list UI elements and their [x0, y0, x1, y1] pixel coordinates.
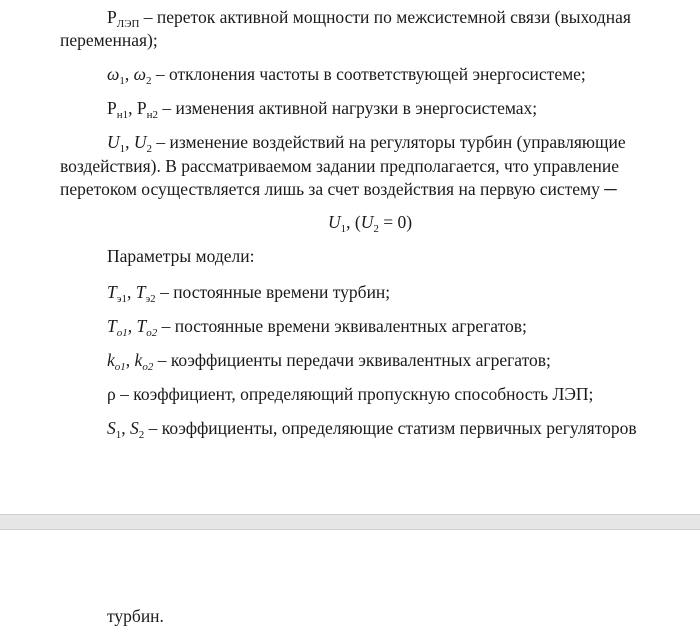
- subscript: н1: [116, 109, 129, 121]
- symbol-s: S: [107, 418, 116, 438]
- paragraph-text: – коэффициенты, определяющие статизм первичных регуляторов: [144, 418, 637, 438]
- symbol-p: P: [136, 98, 147, 118]
- param-gain: [107, 349, 551, 371]
- paragraph-text: – переток активной мощности по межсистемной связи (выходная: [139, 7, 631, 27]
- param-rho: [107, 383, 593, 405]
- paragraph-text: – коэффициент, определяющий пропускную способность ЛЭП;: [115, 384, 594, 404]
- subscript: 2: [145, 75, 152, 87]
- subscript: 1: [119, 75, 125, 87]
- formula-text: , (: [346, 212, 361, 232]
- subscript: 2: [138, 429, 145, 441]
- paragraph-text: – коэффициенты передачи эквивалентных агрегатов;: [153, 350, 551, 370]
- symbol-t: T: [135, 282, 146, 302]
- subscript: o1: [114, 361, 126, 373]
- paragraph-omega: [107, 63, 586, 85]
- separator: ,: [125, 350, 135, 370]
- symbol-p: P: [107, 7, 117, 27]
- paragraph-u-line2: воздействия). В рассматриваемом задании предполагается, что управление: [60, 156, 619, 176]
- symbol-u: U: [327, 212, 341, 232]
- separator: ,: [127, 316, 137, 336]
- page2-continuation: турбин.: [107, 606, 164, 626]
- symbol-u: U: [133, 132, 147, 152]
- subscript: э1: [116, 293, 127, 305]
- separator: ,: [124, 64, 134, 84]
- symbol-s: S: [130, 418, 139, 438]
- page-break-separator: [0, 514, 700, 530]
- subscript: 2: [373, 223, 379, 235]
- paragraph-p-lep-line2: переменная);: [60, 30, 158, 50]
- symbol-u: U: [107, 132, 120, 152]
- symbol-k: k: [107, 350, 115, 370]
- subscript: н2: [146, 109, 158, 121]
- symbol-rho: ρ: [107, 384, 116, 404]
- subscript-lep: ЛЭП: [116, 18, 140, 30]
- paragraph-text: – изменение воздействий на регуляторы турбин (управляющие: [152, 132, 626, 152]
- symbol-u: U: [360, 212, 374, 232]
- paragraph-u-line3: перетоком осуществляется лишь за счет воздействия на первую систему ─: [60, 179, 617, 199]
- subscript: 2: [146, 143, 153, 155]
- subscript: o2: [146, 327, 158, 339]
- separator: ,: [128, 98, 137, 118]
- paragraph-u-line1: [107, 131, 626, 153]
- paragraph-text: – изменения активной нагрузки в энергосистемах;: [158, 98, 538, 118]
- param-unit-time: [107, 315, 527, 337]
- subscript: э2: [145, 293, 156, 305]
- param-statism: [107, 417, 637, 439]
- symbol-t: T: [107, 316, 117, 336]
- subscript: 1: [115, 429, 122, 441]
- paragraph-text: – постоянные времени эквивалентных агрегатов;: [157, 316, 527, 336]
- paragraph-p-lep-line1: [107, 6, 631, 28]
- symbol-t: T: [136, 316, 147, 336]
- formula-text: = 0): [378, 212, 413, 232]
- symbol-k: k: [134, 350, 143, 370]
- paragraph-load: [107, 97, 537, 119]
- subscript: 1: [340, 223, 347, 235]
- paragraph-text: – постоянные времени турбин;: [155, 282, 391, 302]
- params-heading: Параметры модели:: [107, 246, 255, 266]
- separator: ,: [121, 418, 130, 438]
- symbol-omega: ω: [107, 64, 120, 84]
- symbol-omega: ω: [133, 64, 146, 84]
- param-turbine-time: [107, 281, 390, 303]
- subscript: o2: [142, 361, 154, 373]
- formula-u: [0, 211, 700, 233]
- symbol-p: P: [107, 98, 117, 118]
- subscript: 1: [119, 143, 126, 155]
- document-page-2: [0, 530, 700, 636]
- paragraph-text: – отклонения частоты в соответствующей энергосистеме;: [151, 64, 586, 84]
- separator: ,: [125, 132, 134, 152]
- subscript: o1: [116, 327, 128, 339]
- symbol-t: T: [107, 282, 117, 302]
- separator: ,: [126, 282, 136, 302]
